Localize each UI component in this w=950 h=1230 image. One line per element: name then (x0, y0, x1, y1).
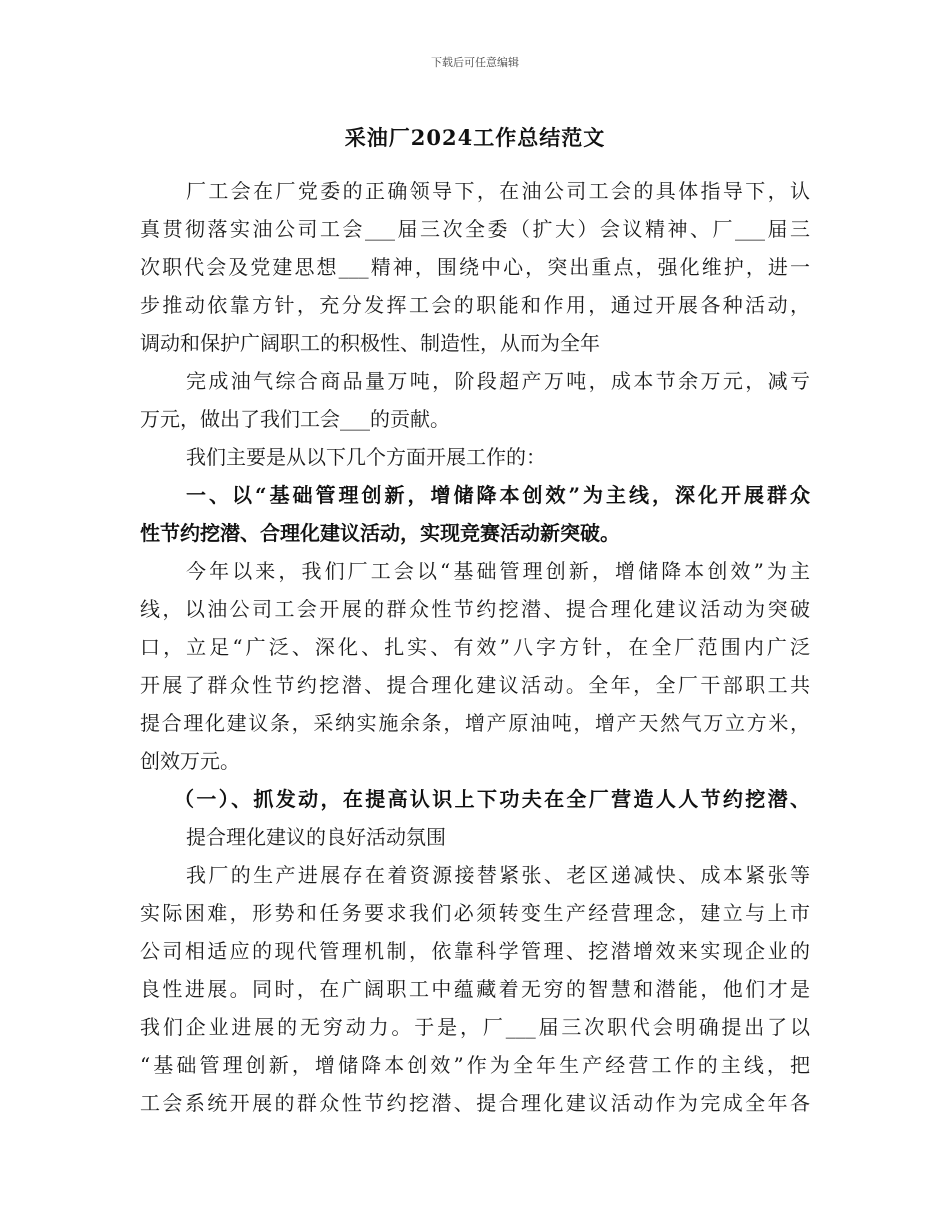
paragraph-line: 厂工会在厂党委的正确领导下，在油公司工会的具体指导下，认 (186, 179, 810, 203)
paragraph-line: “基础管理创新，增储降本创效”作为全年生产经营工作的主线，把 (140, 1053, 810, 1077)
paragraph-line: 万元，做出了我们工会___的贡献。 (140, 407, 450, 431)
paragraph-line: 次职代会及党建思想___精神，围绕中心，突出重点，强化维护，进一 (140, 255, 810, 279)
paragraph-line: 提合理化建议条，采纳实施余条，增产原油吨，增产天然气万立方米， (140, 711, 810, 735)
document-title: 采油厂2024工作总结范文 (344, 125, 606, 150)
paragraph-line: 完成油气综合商品量万吨，阶段超产万吨，成本节余万元，减亏 (186, 369, 810, 393)
heading-line: 一、以“基础管理创新，增储降本创效”为主线，深化开展群众 (186, 483, 810, 507)
paragraph-line: 步推动依靠方针，充分发挥工会的职能和作用，通过开展各种活动， (140, 293, 810, 317)
paragraph-line: 开展了群众性节约挖潜、提合理化建议活动。全年，全厂干部职工共 (140, 673, 810, 697)
heading-line: （一）、抓发动，在提高认识上下功夫在全厂营造人人节约挖潜、 (174, 787, 810, 811)
paragraph-line: 真贯彻落实油公司工会___届三次全委（扩大）会议精神、厂___届三 (140, 217, 810, 241)
paragraph-line: 公司相适应的现代管理机制，依靠科学管理、挖潜增效来实现企业的 (140, 939, 810, 963)
paragraph-line: 良性进展。同时，在广阔职工中蕴藏着无穷的智慧和潜能，他们才是 (140, 977, 810, 1001)
paragraph-line: 口，立足“广泛、深化、扎实、有效”八字方针，在全厂范围内广泛 (140, 635, 810, 659)
paragraph-line: 我们企业进展的无穷动力。于是，厂___届三次职代会明确提出了以 (140, 1015, 810, 1039)
paragraph-line: 调动和保护广阔职工的积极性、制造性，从而为全年 (140, 331, 600, 355)
paragraph-line: 工会系统开展的群众性节约挖潜、提合理化建议活动作为完成全年各 (140, 1091, 810, 1115)
paragraph-line: 线，以油公司工会开展的群众性节约挖潜、提合理化建议活动为突破 (140, 597, 810, 621)
header-note: 下载后可任意编辑 (431, 56, 519, 69)
paragraph-line: 今年以来，我们厂工会以“基础管理创新，增储降本创效”为主 (186, 559, 810, 583)
paragraph-line: 我厂的生产进展存在着资源接替紧张、老区递减快、成本紧张等 (186, 863, 810, 887)
paragraph-line: 提合理化建议的良好活动氛围 (186, 825, 446, 849)
paragraph-line: 我们主要是从以下几个方面开展工作的： (186, 445, 546, 469)
document-body (140, 172, 810, 1122)
heading-line: 性节约挖潜、合理化建议活动，实现竞赛活动新突破。 (140, 521, 620, 545)
paragraph-line: 创效万元。 (140, 749, 240, 773)
paragraph-line: 实际困难，形势和任务要求我们必须转变生产经营理念，建立与上市 (140, 901, 810, 925)
